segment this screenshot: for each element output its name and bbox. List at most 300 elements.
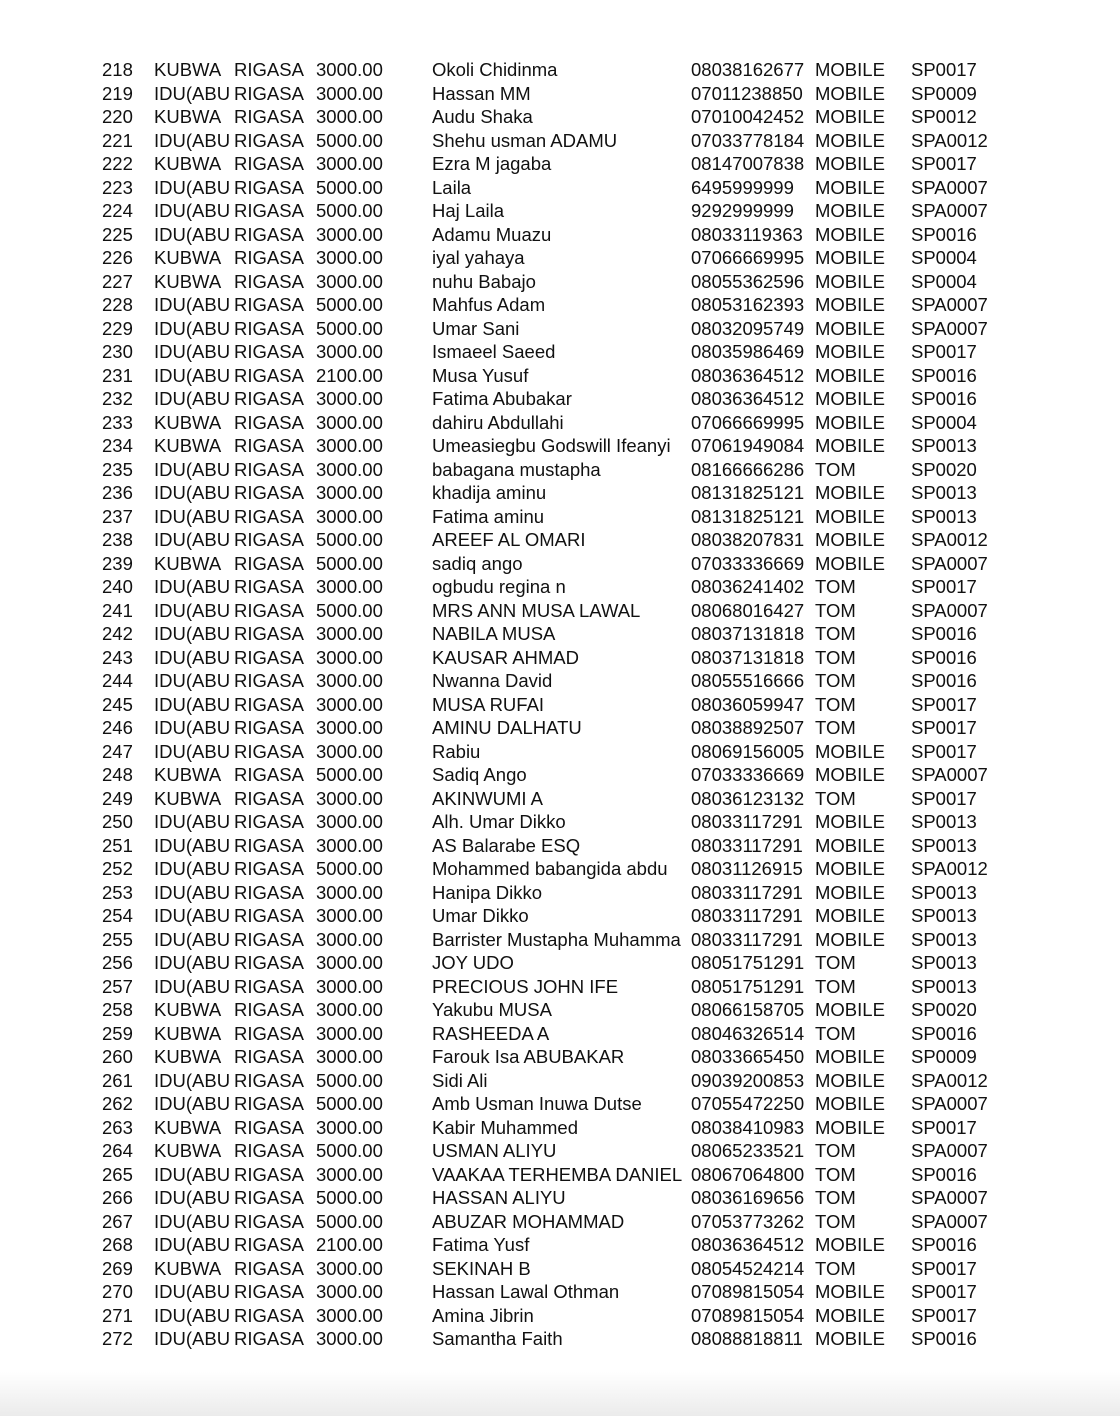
- table-row: [0, 58, 1120, 82]
- name-cell: iyal yahaya: [432, 247, 525, 268]
- area-cell: RIGASA: [234, 552, 304, 574]
- amount-cell: 2100.00: [316, 1234, 383, 1255]
- code-cell: SP0016: [911, 364, 977, 386]
- location-cell: IDU(ABU: [154, 458, 231, 480]
- name-cell: Sadiq Ango: [432, 764, 527, 785]
- row-number: 247: [102, 740, 133, 762]
- table-row: [0, 176, 1120, 200]
- phone-cell: 07061949084: [691, 435, 805, 456]
- area-cell: RIGASA: [234, 106, 304, 127]
- location-cell: KUBWA: [154, 1257, 222, 1279]
- name-cell: PRECIOUS JOHN IFE: [432, 975, 619, 997]
- network-cell: MOBILE: [815, 364, 885, 386]
- amount-cell: 5000.00: [316, 200, 383, 221]
- network-cell: MOBILE: [815, 388, 885, 409]
- row-number: 241: [102, 599, 133, 621]
- row-number: 245: [102, 693, 133, 715]
- phone-cell: 08033117291: [691, 881, 803, 903]
- phone-cell: 08033119363: [691, 223, 803, 245]
- name-cell: KAUSAR AHMAD: [432, 646, 580, 668]
- code-cell: SP0013: [911, 905, 977, 926]
- amount-cell: 5000.00: [316, 176, 383, 198]
- table-row: [0, 364, 1120, 388]
- location-cell: IDU(ABU: [154, 717, 231, 738]
- name-cell: Shehu usman ADAMU: [432, 129, 618, 151]
- phone-cell: 08054524214: [691, 1257, 805, 1279]
- location-cell: IDU(ABU: [154, 905, 231, 926]
- phone-cell: 07066669995: [691, 247, 805, 268]
- area-cell: RIGASA: [234, 1281, 304, 1302]
- area-cell: RIGASA: [234, 482, 304, 503]
- code-cell: SPA0007: [911, 599, 988, 621]
- phone-cell: 09039200853: [691, 1069, 805, 1091]
- name-cell: Hanipa Dikko: [432, 881, 543, 903]
- row-number: 264: [102, 1140, 133, 1161]
- name-cell: khadija aminu: [432, 482, 547, 503]
- table-row: [0, 1233, 1120, 1257]
- row-number: 230: [102, 341, 133, 362]
- table-row: [0, 1210, 1120, 1234]
- name-cell: SEKINAH B: [432, 1257, 531, 1279]
- row-number: 243: [102, 646, 133, 668]
- location-cell: IDU(ABU: [154, 364, 231, 386]
- phone-cell: 08131825121: [691, 482, 805, 503]
- location-cell: IDU(ABU: [154, 1163, 231, 1185]
- table-row: [0, 575, 1120, 599]
- row-number: 270: [102, 1281, 133, 1302]
- name-cell: ABUZAR MOHAMMAD: [432, 1210, 625, 1232]
- code-cell: SP0017: [911, 693, 977, 715]
- name-cell: Audu Shaka: [432, 106, 533, 127]
- phone-cell: 08036241402: [691, 576, 805, 597]
- row-number: 252: [102, 858, 133, 879]
- area-cell: RIGASA: [234, 458, 304, 480]
- row-number: 239: [102, 552, 133, 574]
- amount-cell: 3000.00: [316, 388, 383, 409]
- name-cell: dahiru Abdullahi: [432, 411, 564, 433]
- location-cell: IDU(ABU: [154, 294, 231, 315]
- table-row: [0, 599, 1120, 623]
- page-bottom-edge: [0, 1372, 1120, 1416]
- area-cell: RIGASA: [234, 505, 304, 527]
- table-row: [0, 129, 1120, 153]
- table-row: [0, 669, 1120, 693]
- network-cell: MOBILE: [815, 270, 885, 292]
- table-row: [0, 857, 1120, 881]
- row-number: 227: [102, 270, 133, 292]
- row-number: 228: [102, 294, 133, 315]
- row-number: 249: [102, 787, 133, 809]
- phone-cell: 08051751291: [691, 952, 805, 973]
- location-cell: KUBWA: [154, 1046, 222, 1067]
- location-cell: IDU(ABU: [154, 1234, 231, 1255]
- area-cell: RIGASA: [234, 294, 304, 315]
- table-row: [0, 1022, 1120, 1046]
- network-cell: MOBILE: [815, 811, 885, 832]
- network-cell: MOBILE: [815, 82, 885, 104]
- area-cell: RIGASA: [234, 975, 304, 997]
- table-row: [0, 152, 1120, 176]
- location-cell: KUBWA: [154, 999, 222, 1020]
- name-cell: MUSA RUFAI: [432, 693, 545, 715]
- code-cell: SP0013: [911, 505, 977, 527]
- row-number: 231: [102, 364, 133, 386]
- row-number: 261: [102, 1069, 133, 1091]
- table-row: [0, 693, 1120, 717]
- phone-cell: 08036364512: [691, 388, 805, 409]
- name-cell: RASHEEDA A: [432, 1022, 550, 1044]
- network-cell: MOBILE: [815, 294, 885, 315]
- code-cell: SP0016: [911, 623, 977, 644]
- amount-cell: 3000.00: [316, 153, 383, 174]
- amount-cell: 3000.00: [316, 341, 383, 362]
- table-row: [0, 1280, 1120, 1304]
- amount-cell: 3000.00: [316, 693, 383, 715]
- network-cell: TOM: [815, 1163, 856, 1185]
- code-cell: SP0016: [911, 1022, 977, 1044]
- amount-cell: 3000.00: [316, 834, 383, 856]
- code-cell: SP0013: [911, 975, 977, 997]
- amount-cell: 3000.00: [316, 435, 383, 456]
- table-row: [0, 881, 1120, 905]
- code-cell: SP0013: [911, 928, 977, 950]
- row-number: 232: [102, 388, 133, 409]
- location-cell: IDU(ABU: [154, 82, 231, 104]
- name-cell: Hassan Lawal Othman: [432, 1281, 620, 1302]
- network-cell: TOM: [815, 458, 856, 480]
- amount-cell: 3000.00: [316, 928, 383, 950]
- area-cell: RIGASA: [234, 529, 304, 550]
- location-cell: IDU(ABU: [154, 1281, 231, 1302]
- code-cell: SP0016: [911, 223, 977, 245]
- code-cell: SP0009: [911, 1046, 977, 1067]
- code-cell: SP0016: [911, 670, 977, 691]
- records-table: [0, 58, 1120, 1351]
- area-cell: RIGASA: [234, 411, 304, 433]
- code-cell: SPA0007: [911, 1210, 988, 1232]
- table-row: [0, 1327, 1120, 1351]
- name-cell: Umar Sani: [432, 317, 520, 339]
- network-cell: TOM: [815, 1140, 856, 1161]
- table-row: [0, 552, 1120, 576]
- area-cell: RIGASA: [234, 1187, 304, 1208]
- area-cell: RIGASA: [234, 787, 304, 809]
- network-cell: MOBILE: [815, 1234, 885, 1255]
- row-number: 220: [102, 106, 133, 127]
- phone-cell: 08033117291: [691, 834, 803, 856]
- area-cell: RIGASA: [234, 928, 304, 950]
- location-cell: IDU(ABU: [154, 200, 231, 221]
- phone-cell: 08166666286: [691, 458, 805, 480]
- code-cell: SP0016: [911, 388, 977, 409]
- amount-cell: 3000.00: [316, 1281, 383, 1302]
- row-number: 225: [102, 223, 133, 245]
- name-cell: Yakubu MUSA: [432, 999, 552, 1020]
- phone-cell: 08055362596: [691, 270, 805, 292]
- phone-cell: 6495999999: [691, 176, 794, 198]
- code-cell: SPA0007: [911, 764, 988, 785]
- amount-cell: 3000.00: [316, 82, 383, 104]
- name-cell: Barrister Mustapha Muhamma: [432, 928, 681, 950]
- area-cell: RIGASA: [234, 1022, 304, 1044]
- amount-cell: 3000.00: [316, 106, 383, 127]
- table-row: [0, 293, 1120, 317]
- name-cell: sadiq ango: [432, 552, 523, 574]
- name-cell: AREEF AL OMARI: [432, 529, 586, 550]
- table-row: [0, 975, 1120, 999]
- row-number: 234: [102, 435, 133, 456]
- location-cell: KUBWA: [154, 435, 222, 456]
- table-row: [0, 199, 1120, 223]
- table-row: [0, 82, 1120, 106]
- area-cell: RIGASA: [234, 341, 304, 362]
- network-cell: TOM: [815, 1257, 856, 1279]
- name-cell: Mahfus Adam: [432, 294, 546, 315]
- phone-cell: 07053773262: [691, 1210, 805, 1232]
- amount-cell: 3000.00: [316, 975, 383, 997]
- code-cell: SP0013: [911, 482, 977, 503]
- table-row: [0, 246, 1120, 270]
- amount-cell: 5000.00: [316, 129, 383, 151]
- amount-cell: 3000.00: [316, 905, 383, 926]
- table-row: [0, 317, 1120, 341]
- area-cell: RIGASA: [234, 223, 304, 245]
- area-cell: RIGASA: [234, 1328, 304, 1349]
- network-cell: TOM: [815, 952, 856, 973]
- table-row: [0, 340, 1120, 364]
- code-cell: SP0020: [911, 999, 977, 1020]
- amount-cell: 5000.00: [316, 294, 383, 315]
- table-row: [0, 434, 1120, 458]
- table-row: [0, 1186, 1120, 1210]
- code-cell: SPA0007: [911, 176, 988, 198]
- amount-cell: 3000.00: [316, 411, 383, 433]
- row-number: 253: [102, 881, 133, 903]
- location-cell: KUBWA: [154, 270, 222, 292]
- network-cell: MOBILE: [815, 223, 885, 245]
- location-cell: IDU(ABU: [154, 341, 231, 362]
- row-number: 256: [102, 952, 133, 973]
- area-cell: RIGASA: [234, 1069, 304, 1091]
- location-cell: IDU(ABU: [154, 599, 231, 621]
- code-cell: SP0017: [911, 1116, 977, 1138]
- network-cell: TOM: [815, 1022, 856, 1044]
- amount-cell: 5000.00: [316, 1187, 383, 1208]
- code-cell: SP0017: [911, 1281, 977, 1302]
- row-number: 269: [102, 1257, 133, 1279]
- location-cell: IDU(ABU: [154, 482, 231, 503]
- area-cell: RIGASA: [234, 1116, 304, 1138]
- code-cell: SP0013: [911, 811, 977, 832]
- code-cell: SP0017: [911, 59, 977, 80]
- network-cell: MOBILE: [815, 858, 885, 879]
- area-cell: RIGASA: [234, 1257, 304, 1279]
- name-cell: MRS ANN MUSA LAWAL: [432, 599, 641, 621]
- name-cell: JOY UDO: [432, 952, 514, 973]
- location-cell: IDU(ABU: [154, 529, 231, 550]
- network-cell: MOBILE: [815, 317, 885, 339]
- amount-cell: 5000.00: [316, 1140, 383, 1161]
- code-cell: SP0013: [911, 881, 977, 903]
- network-cell: TOM: [815, 576, 856, 597]
- row-number: 262: [102, 1093, 133, 1114]
- location-cell: IDU(ABU: [154, 858, 231, 879]
- phone-cell: 08067064800: [691, 1163, 805, 1185]
- row-number: 271: [102, 1304, 133, 1326]
- network-cell: MOBILE: [815, 881, 885, 903]
- name-cell: Musa Yusuf: [432, 364, 529, 386]
- area-cell: RIGASA: [234, 1140, 304, 1161]
- table-row: [0, 1163, 1120, 1187]
- table-row: [0, 810, 1120, 834]
- location-cell: KUBWA: [154, 411, 222, 433]
- location-cell: IDU(ABU: [154, 223, 231, 245]
- code-cell: SPA0012: [911, 529, 988, 550]
- network-cell: MOBILE: [815, 740, 885, 762]
- row-number: 219: [102, 82, 133, 104]
- amount-cell: 5000.00: [316, 599, 383, 621]
- phone-cell: 08038892507: [691, 717, 805, 738]
- location-cell: IDU(ABU: [154, 670, 231, 691]
- name-cell: Rabiu: [432, 740, 481, 762]
- name-cell: USMAN ALIYU: [432, 1140, 557, 1161]
- code-cell: SP0016: [911, 1234, 977, 1255]
- area-cell: RIGASA: [234, 59, 304, 80]
- area-cell: RIGASA: [234, 388, 304, 409]
- amount-cell: 3000.00: [316, 646, 383, 668]
- table-row: [0, 928, 1120, 952]
- area-cell: RIGASA: [234, 952, 304, 973]
- name-cell: Farouk Isa ABUBAKAR: [432, 1046, 625, 1067]
- row-number: 222: [102, 153, 133, 174]
- name-cell: AKINWUMI A: [432, 787, 544, 809]
- network-cell: MOBILE: [815, 1069, 885, 1091]
- location-cell: KUBWA: [154, 787, 222, 809]
- row-number: 237: [102, 505, 133, 527]
- name-cell: Umeasiegbu Godswill Ifeanyi: [432, 435, 671, 456]
- location-cell: IDU(ABU: [154, 740, 231, 762]
- amount-cell: 3000.00: [316, 1022, 383, 1044]
- row-number: 224: [102, 200, 133, 221]
- row-number: 260: [102, 1046, 133, 1067]
- location-cell: IDU(ABU: [154, 1304, 231, 1326]
- phone-cell: 08038162677: [691, 59, 805, 80]
- code-cell: SP0017: [911, 740, 977, 762]
- location-cell: KUBWA: [154, 1140, 222, 1161]
- amount-cell: 3000.00: [316, 717, 383, 738]
- name-cell: nuhu Babajo: [432, 270, 536, 292]
- network-cell: MOBILE: [815, 1046, 885, 1067]
- area-cell: RIGASA: [234, 740, 304, 762]
- network-cell: TOM: [815, 670, 856, 691]
- area-cell: RIGASA: [234, 1210, 304, 1232]
- code-cell: SP0017: [911, 717, 977, 738]
- row-number: 221: [102, 129, 133, 151]
- name-cell: Kabir Muhammed: [432, 1116, 579, 1138]
- area-cell: RIGASA: [234, 435, 304, 456]
- phone-cell: 08037131818: [691, 646, 805, 668]
- location-cell: IDU(ABU: [154, 1069, 231, 1091]
- code-cell: SPA0007: [911, 1093, 988, 1114]
- area-cell: RIGASA: [234, 576, 304, 597]
- code-cell: SPA0007: [911, 1140, 988, 1161]
- location-cell: IDU(ABU: [154, 693, 231, 715]
- location-cell: KUBWA: [154, 1116, 222, 1138]
- amount-cell: 5000.00: [316, 317, 383, 339]
- row-number: 226: [102, 247, 133, 268]
- name-cell: VAAKAA TERHEMBA DANIEL: [432, 1163, 683, 1185]
- code-cell: SP0013: [911, 435, 977, 456]
- amount-cell: 3000.00: [316, 1328, 383, 1349]
- phone-cell: 08038207831: [691, 529, 805, 550]
- phone-cell: 07010042452: [691, 106, 805, 127]
- location-cell: IDU(ABU: [154, 317, 231, 339]
- amount-cell: 3000.00: [316, 223, 383, 245]
- row-number: 218: [102, 59, 133, 80]
- amount-cell: 3000.00: [316, 1163, 383, 1185]
- table-row: [0, 1257, 1120, 1281]
- network-cell: MOBILE: [815, 1281, 885, 1302]
- location-cell: IDU(ABU: [154, 576, 231, 597]
- network-cell: MOBILE: [815, 529, 885, 550]
- name-cell: Ismaeel Saeed: [432, 341, 556, 362]
- table-row: [0, 411, 1120, 435]
- table-row: [0, 787, 1120, 811]
- network-cell: MOBILE: [815, 176, 885, 198]
- network-cell: TOM: [815, 693, 856, 715]
- location-cell: IDU(ABU: [154, 834, 231, 856]
- phone-cell: 08055516666: [691, 670, 805, 691]
- code-cell: SP0016: [911, 1328, 977, 1349]
- location-cell: KUBWA: [154, 1022, 222, 1044]
- network-cell: MOBILE: [815, 928, 885, 950]
- phone-cell: 08068016427: [691, 599, 805, 621]
- name-cell: Amina Jibrin: [432, 1304, 534, 1326]
- code-cell: SP0009: [911, 82, 977, 104]
- row-number: 236: [102, 482, 133, 503]
- name-cell: Mohammed babangida abdu: [432, 858, 668, 879]
- table-row: [0, 528, 1120, 552]
- amount-cell: 3000.00: [316, 482, 383, 503]
- code-cell: SPA0007: [911, 317, 988, 339]
- name-cell: ogbudu regina n: [432, 576, 566, 597]
- row-number: 263: [102, 1116, 133, 1138]
- location-cell: IDU(ABU: [154, 881, 231, 903]
- network-cell: MOBILE: [815, 482, 885, 503]
- location-cell: IDU(ABU: [154, 928, 231, 950]
- amount-cell: 3000.00: [316, 247, 383, 268]
- name-cell: Samantha Faith: [432, 1328, 563, 1349]
- code-cell: SP0017: [911, 576, 977, 597]
- name-cell: NABILA MUSA: [432, 623, 556, 644]
- code-cell: SPA0007: [911, 552, 988, 574]
- code-cell: SP0017: [911, 153, 977, 174]
- table-row: [0, 834, 1120, 858]
- table-row: [0, 505, 1120, 529]
- network-cell: MOBILE: [815, 341, 885, 362]
- network-cell: MOBILE: [815, 106, 885, 127]
- amount-cell: 3000.00: [316, 1304, 383, 1326]
- network-cell: MOBILE: [815, 999, 885, 1020]
- location-cell: IDU(ABU: [154, 505, 231, 527]
- phone-cell: 07033336669: [691, 764, 805, 785]
- table-row: [0, 1116, 1120, 1140]
- name-cell: babagana mustapha: [432, 458, 601, 480]
- name-cell: HASSAN ALIYU: [432, 1187, 566, 1208]
- row-number: 265: [102, 1163, 133, 1185]
- location-cell: IDU(ABU: [154, 176, 231, 198]
- code-cell: SPA0007: [911, 200, 988, 221]
